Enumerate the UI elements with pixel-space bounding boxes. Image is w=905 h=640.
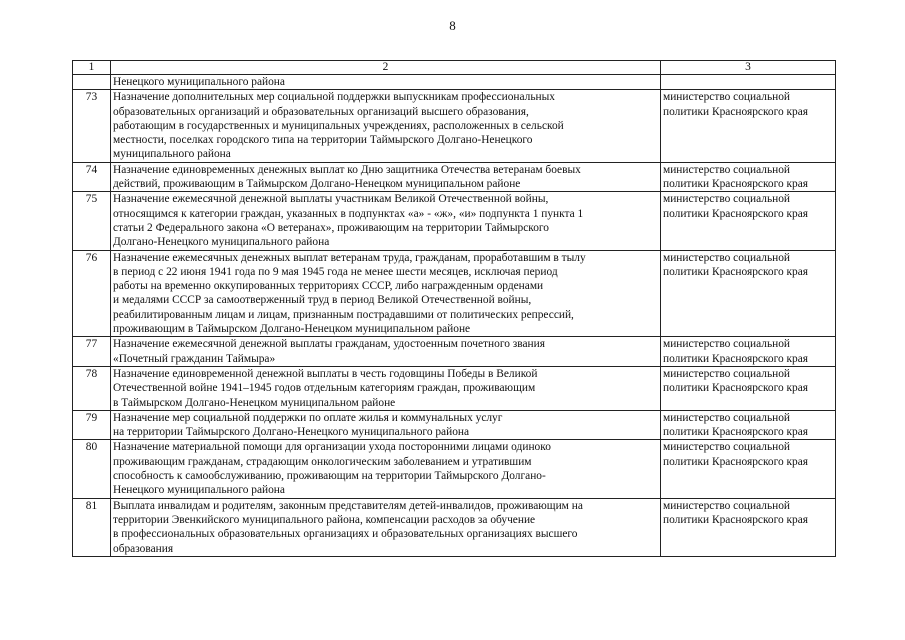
authority-line: министерство социальной	[663, 499, 791, 512]
authority-line: министерство социальной	[663, 441, 791, 454]
description-line: на территории Таймырского Долгано-Ненецкого муниципального района	[113, 426, 470, 439]
authority-line: политики Красноярского края	[663, 455, 809, 468]
table-row	[73, 337, 836, 367]
row-number	[73, 75, 111, 90]
responsible-authority	[661, 410, 836, 440]
authority-line: политики Красноярского края	[663, 207, 809, 220]
service-description	[111, 366, 661, 410]
service-description	[111, 410, 661, 440]
services-table	[72, 60, 836, 557]
table-row	[73, 162, 836, 192]
description-line: Назначение ежемесячной денежной выплаты гражданам, удостоенным почетного звания	[113, 338, 545, 351]
authority-line: политики Красноярского края	[663, 382, 809, 395]
page-number: 8	[449, 18, 456, 33]
table-row	[73, 366, 836, 410]
description-line: территории Эвенкийского муниципального района, компенсации расходов за обучение	[113, 513, 536, 526]
description-line: в период с 22 июня 1941 года по 9 мая 1945 года не менее шести месяцев, исключая период	[113, 265, 558, 278]
description-line: Назначение материальной помощи для организации ухода посторонними лицами одиноко	[113, 441, 551, 454]
service-description	[111, 75, 661, 90]
responsible-authority	[661, 162, 836, 192]
table-row	[73, 75, 836, 90]
row-number: 81	[73, 498, 111, 556]
table-body	[73, 75, 836, 557]
column-header-number: 1	[73, 61, 111, 75]
service-description	[111, 440, 661, 498]
description-line: Ненецкого муниципального района	[113, 76, 285, 88]
header-row	[73, 61, 836, 75]
authority-line: политики Красноярского края	[663, 352, 809, 365]
responsible-authority	[661, 250, 836, 337]
responsible-authority	[661, 440, 836, 498]
responsible-authority	[661, 90, 836, 162]
service-description	[111, 162, 661, 192]
description-line: Назначение единовременной денежной выплаты в честь годовщины Победы в Великой	[113, 367, 538, 380]
service-description	[111, 90, 661, 162]
description-line: проживающим в Таймырском Долгано-Ненецком муниципальном районе	[113, 323, 471, 336]
description-line: Назначение ежемесячной денежной выплаты участникам Великой Отечественной войны,	[113, 193, 549, 206]
responsible-authority	[661, 498, 836, 556]
description-line: и медалями СССР за самоотверженный труд в период Великой Отечественной войны,	[113, 294, 532, 307]
description-line: образовательных организаций и образовательных организаций высшего образования,	[113, 105, 529, 118]
description-line: проживающим гражданам, страдающим онкологическим заболеванием и утратившим	[113, 455, 532, 468]
description-line: Назначение мер социальной поддержки по оплате жилья и коммунальных услуг	[113, 411, 503, 424]
authority-line: министерство социальной	[663, 163, 791, 176]
description-line: Отечественной войне 1941–1945 годов отдельным категориям граждан, проживающим	[113, 382, 536, 395]
authority-line: министерство социальной	[663, 367, 791, 380]
description-line: статьи 2 Федерального закона «О ветеранах», проживающим на территории Таймырского	[113, 221, 549, 234]
service-description	[111, 250, 661, 337]
authority-line: политики Красноярского края	[663, 265, 809, 278]
row-number: 77	[73, 337, 111, 367]
description-line: Назначение ежемесячных денежных выплат ветеранам труда, гражданам, проработавшим в тылу	[113, 251, 586, 264]
description-line: муниципального района	[113, 148, 231, 161]
responsible-authority	[661, 337, 836, 367]
row-number: 78	[73, 366, 111, 410]
authority-line: министерство социальной	[663, 193, 791, 206]
service-description	[111, 498, 661, 556]
description-line: Выплата инвалидам и родителям, законным представителям детей-инвалидов, проживающим на	[113, 499, 583, 512]
row-number: 73	[73, 90, 111, 162]
authority-line: министерство социальной	[663, 91, 791, 104]
responsible-authority	[661, 192, 836, 250]
column-header-authority: 3	[661, 61, 836, 75]
description-line: способность к самообслуживанию, проживающим на территории Таймырского Долгано-	[113, 470, 546, 483]
service-description	[111, 192, 661, 250]
description-line: работы на временно оккупированных территориях СССР, либо награжденным орденами	[113, 280, 544, 293]
description-line: Назначение дополнительных мер социальной поддержки выпускникам профессиональных	[113, 91, 555, 104]
authority-line: политики Красноярского края	[663, 513, 809, 526]
table-row	[73, 440, 836, 498]
authority-line: министерство социальной	[663, 251, 791, 264]
description-line: относящимся к категории граждан, указанных в подпунктах «а» - «ж», «и» подпункта 1 пункта 1	[113, 207, 584, 220]
description-line: действий, проживающим в Таймырском Долгано-Ненецком муниципальном районе	[113, 178, 521, 191]
authority-line: политики Красноярского края	[663, 178, 809, 191]
description-line: работающим в государственных и муниципальных учреждениях, расположенных в сельской	[113, 119, 564, 132]
table-row	[73, 90, 836, 162]
description-line: Назначение единовременных денежных выплат ко Дню защитника Отечества ветеранам боевых	[113, 163, 581, 176]
description-line: в Таймырском Долгано-Ненецком муниципальном районе	[113, 396, 396, 409]
row-number: 74	[73, 162, 111, 192]
row-number: 75	[73, 192, 111, 250]
description-line: реабилитированным лицам и лицам, признанным пострадавшими от политических репрессий,	[113, 308, 574, 321]
service-description	[111, 337, 661, 367]
description-line: в профессиональных образовательных организациях и образовательных организациях высшего	[113, 528, 578, 541]
authority-line: политики Красноярского края	[663, 105, 809, 118]
row-number: 79	[73, 410, 111, 440]
row-number: 80	[73, 440, 111, 498]
description-line: Ненецкого муниципального района	[113, 484, 285, 497]
responsible-authority	[661, 366, 836, 410]
responsible-authority	[661, 75, 836, 90]
authority-line: политики Красноярского края	[663, 426, 809, 439]
row-number: 76	[73, 250, 111, 337]
description-line: «Почетный гражданин Таймыра»	[113, 352, 276, 365]
table-row	[73, 250, 836, 337]
table-row	[73, 498, 836, 556]
authority-line: министерство социальной	[663, 411, 791, 424]
table-row	[73, 410, 836, 440]
description-line: образования	[113, 542, 174, 555]
authority-line: министерство социальной	[663, 338, 791, 351]
description-line: местности, поселках городского типа на территории Таймырского Долгано-Ненецкого	[113, 134, 533, 147]
description-line: Долгано-Ненецкого муниципального района	[113, 236, 330, 249]
column-header-service: 2	[111, 61, 661, 75]
table-row	[73, 192, 836, 250]
